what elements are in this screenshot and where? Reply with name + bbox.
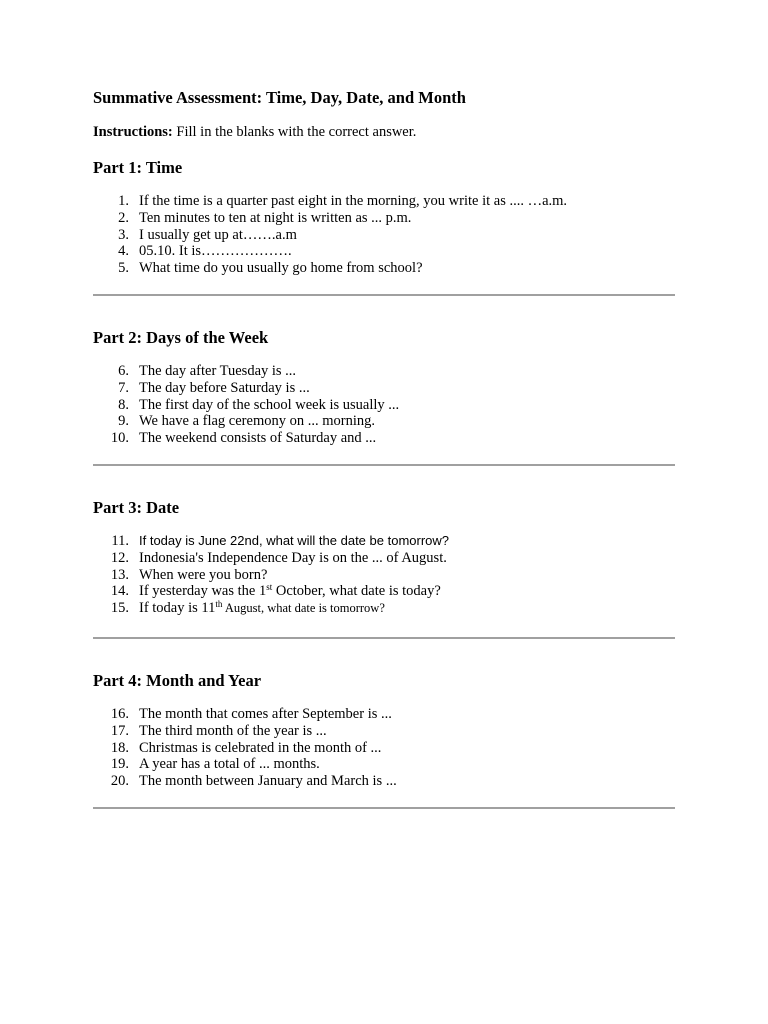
instructions bbox=[93, 124, 416, 141]
question-number: 8. bbox=[118, 396, 129, 413]
question-text: What time do you usually go home from school? bbox=[139, 260, 423, 277]
question-text bbox=[139, 583, 441, 600]
question-number: 13. bbox=[110, 566, 129, 583]
question-text: When were you born? bbox=[139, 566, 268, 583]
question-text: I usually get up at…….a.m bbox=[139, 226, 297, 243]
question-text-part: October, what date is today? bbox=[272, 583, 441, 600]
question-number: 2. bbox=[118, 209, 129, 226]
question-text: The third month of the year is ... bbox=[139, 722, 327, 739]
question-number: 20. bbox=[110, 773, 129, 790]
question-text-part: If today is 11 bbox=[139, 600, 216, 617]
section-heading: Part 4: Month and Year bbox=[93, 671, 262, 690]
question-text: Indonesia's Independence Day is on the ... of August. bbox=[139, 549, 447, 566]
section-divider bbox=[93, 637, 675, 639]
question-text: The month between January and March is ... bbox=[139, 773, 397, 790]
section-heading: Part 1: Time bbox=[93, 158, 183, 177]
question-text: Christmas is celebrated in the month of ... bbox=[139, 739, 382, 756]
question-text bbox=[139, 600, 385, 617]
question-number: 11. bbox=[111, 533, 129, 549]
question-text: The first day of the school week is usually ... bbox=[139, 396, 400, 413]
question-number: 4. bbox=[118, 243, 129, 260]
section-part-2 bbox=[93, 328, 675, 447]
section-divider bbox=[93, 294, 675, 296]
question-number: 12. bbox=[110, 549, 129, 566]
section-part-1 bbox=[93, 158, 675, 277]
question-text-part: August, what date is tomorrow? bbox=[222, 601, 385, 616]
document-title: Summative Assessment: Time, Day, Date, and Month bbox=[93, 88, 466, 107]
question-number: 10. bbox=[110, 430, 129, 447]
question-text: If today is June 22nd, what will the date be tomorrow? bbox=[139, 533, 450, 548]
question-number: 19. bbox=[110, 756, 129, 773]
section-divider bbox=[93, 807, 675, 809]
section-heading: Part 2: Days of the Week bbox=[93, 328, 269, 347]
question-number: 17. bbox=[110, 722, 129, 739]
question-text: The day before Saturday is ... bbox=[139, 379, 310, 396]
section-part-3 bbox=[93, 498, 675, 617]
question-number: 9. bbox=[118, 413, 129, 430]
section-heading: Part 3: Date bbox=[93, 498, 180, 517]
question-number: 7. bbox=[118, 379, 129, 396]
question-text: We have a flag ceremony on ... morning. bbox=[139, 413, 375, 430]
instructions-label: Instructions: bbox=[93, 124, 173, 140]
question-text: If the time is a quarter past eight in the morning, you write it as .... …a.m. bbox=[139, 193, 568, 209]
section-part-4 bbox=[93, 671, 675, 790]
question-text: 05.10. It is………………. bbox=[139, 243, 292, 260]
instructions-text: Fill in the blanks with the correct answer. bbox=[172, 124, 417, 140]
question-number: 6. bbox=[118, 363, 129, 379]
question-text: The day after Tuesday is ... bbox=[139, 363, 297, 379]
question-number: 5. bbox=[118, 260, 129, 277]
question-text: Ten minutes to ten at night is written as ... p.m. bbox=[139, 209, 412, 226]
question-text: The month that comes after September is ... bbox=[139, 706, 392, 722]
question-number: 1. bbox=[118, 193, 129, 209]
question-text-part: If yesterday was the 1 bbox=[139, 583, 267, 600]
section-divider bbox=[93, 464, 675, 466]
question-number: 16. bbox=[110, 706, 129, 722]
ordinal-suffix: th bbox=[215, 599, 223, 610]
question-number: 3. bbox=[118, 226, 129, 243]
question-text: The weekend consists of Saturday and ... bbox=[139, 430, 377, 447]
ordinal-suffix: st bbox=[266, 582, 273, 593]
question-text: A year has a total of ... months. bbox=[139, 756, 320, 773]
question-number: 14. bbox=[110, 583, 129, 600]
question-number: 15. bbox=[110, 600, 129, 617]
question-number: 18. bbox=[110, 739, 129, 756]
